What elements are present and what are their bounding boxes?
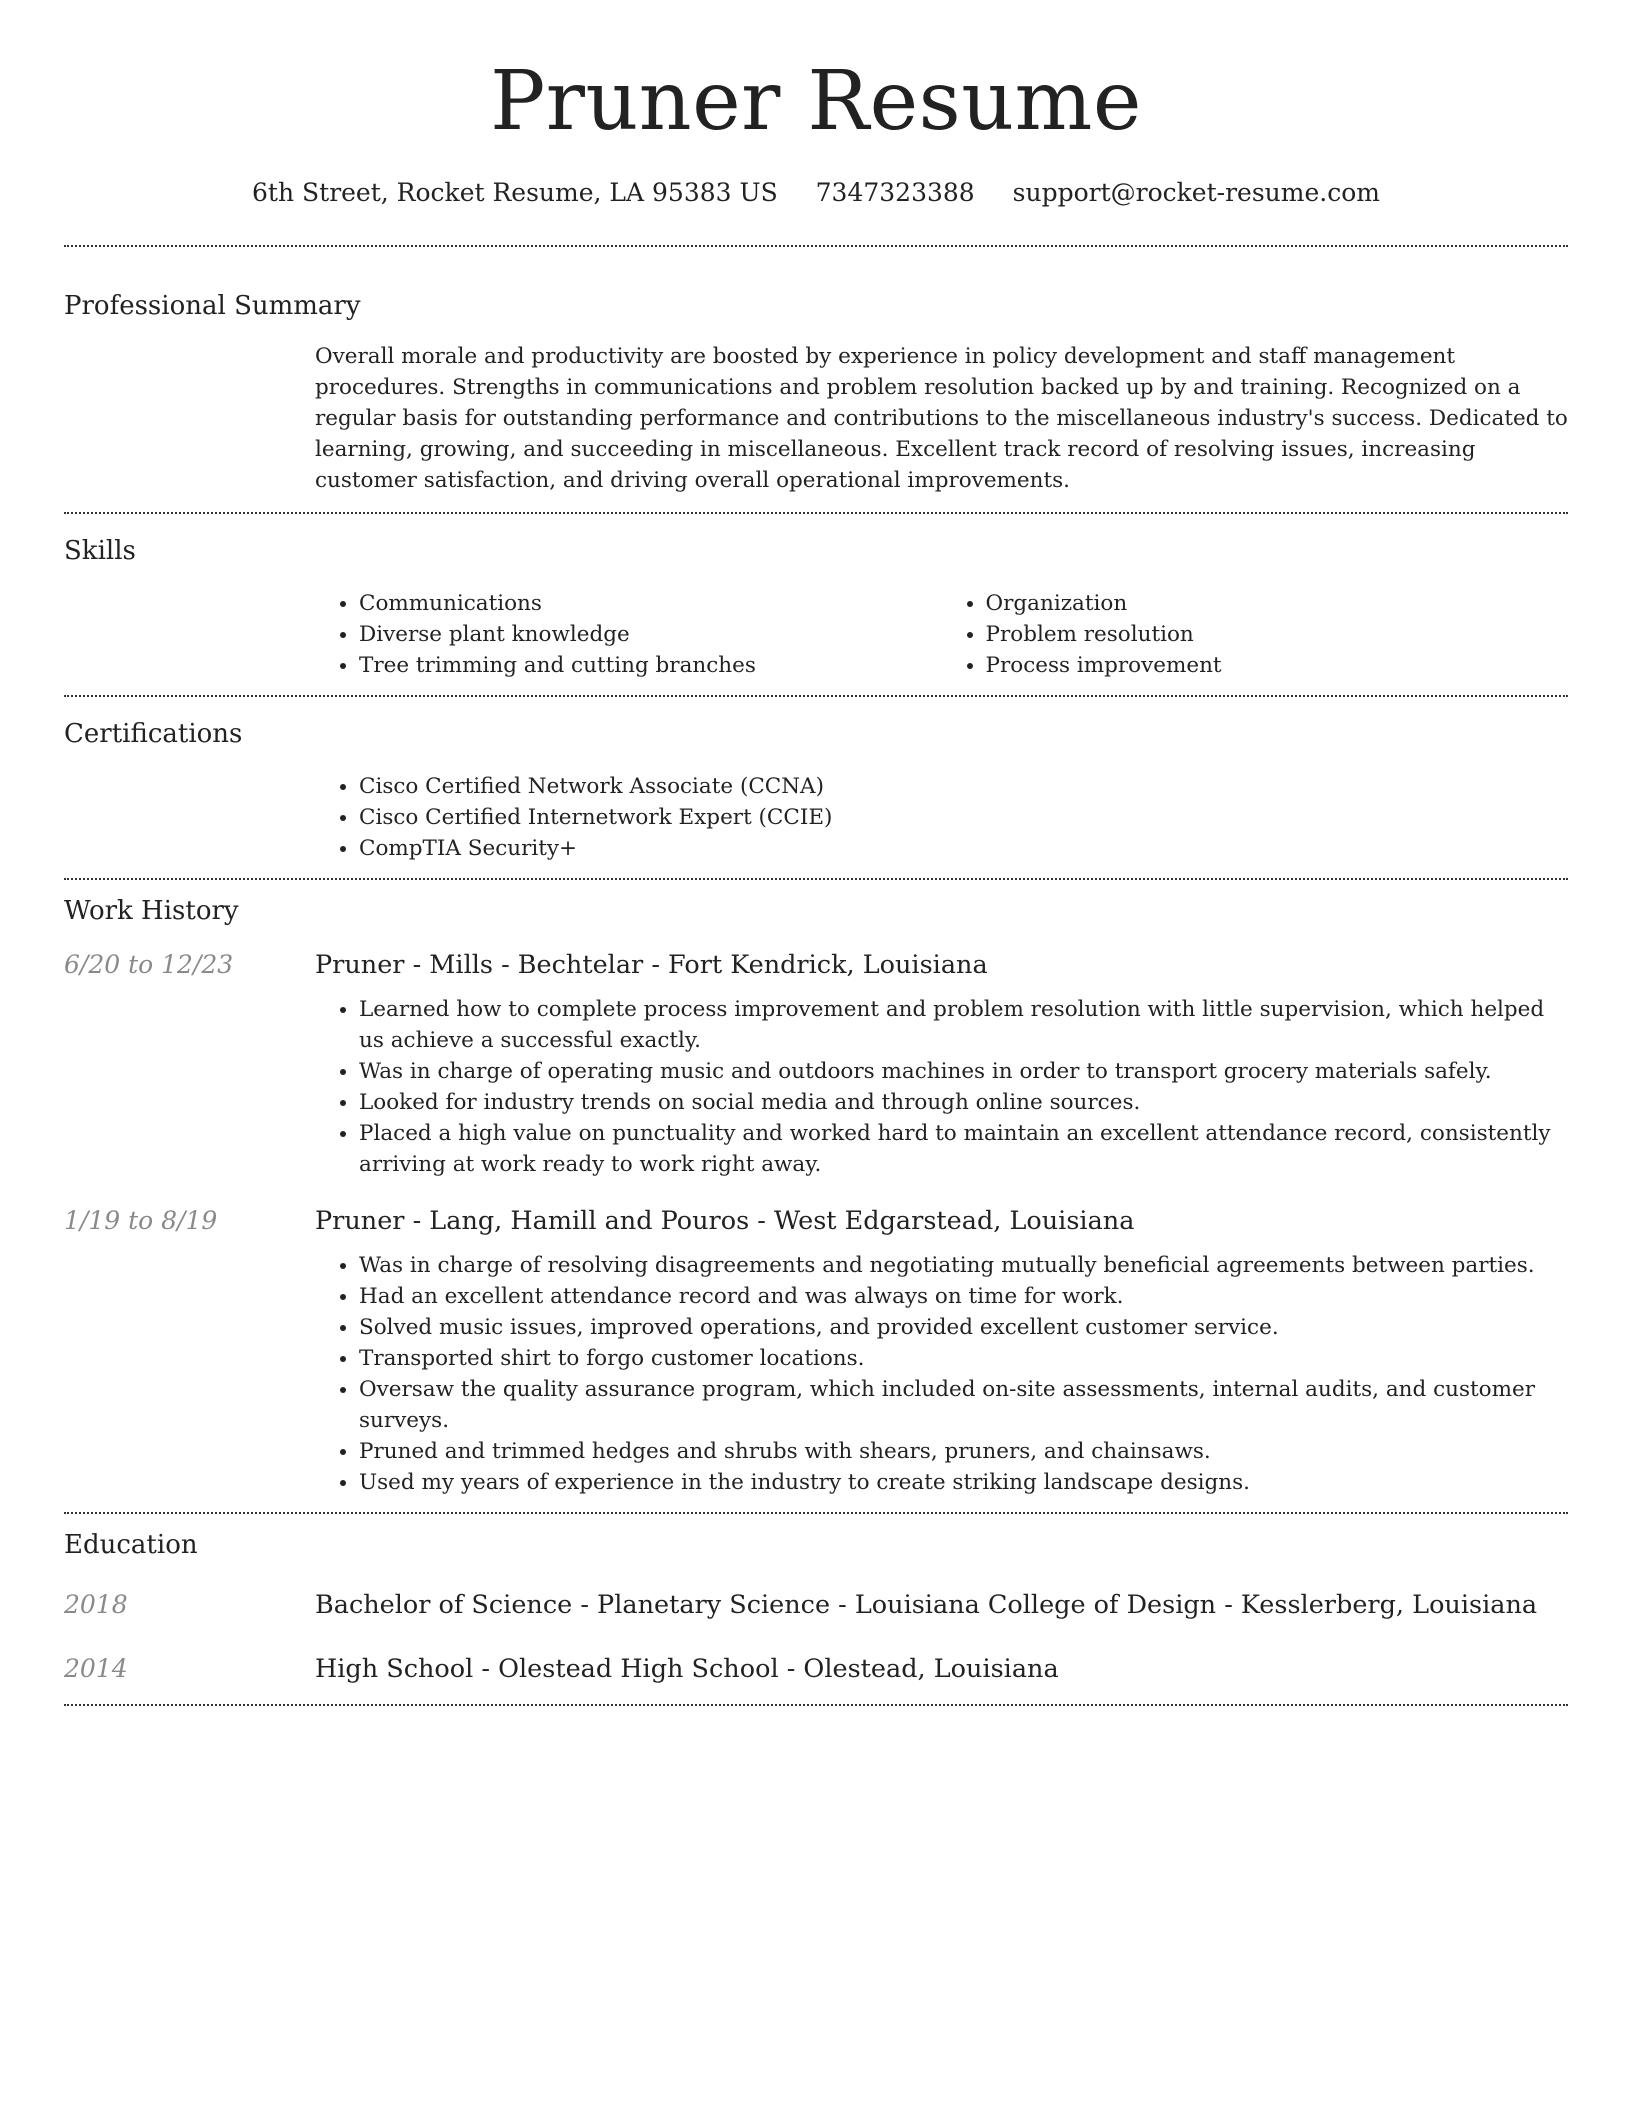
skill-item: • Communications [359, 588, 942, 619]
skills-heading: Skills [64, 536, 136, 566]
job-title: Pruner - Mills - Bechtelar - Fort Kendrick, Louisiana [315, 950, 988, 980]
job-bullet: • Placed a high value on punctuality and worked hard to maintain an excellent attendance record, consistently arriving at work ready to work right away. [359, 1118, 1568, 1180]
skills-list-right [942, 588, 1569, 681]
job-bullet: • Solved music issues, improved operations, and provided excellent customer service. [359, 1312, 1568, 1343]
job-bullets [315, 994, 1568, 1180]
certifications-list-wrap [315, 771, 1568, 864]
work-history-heading: Work History [64, 896, 239, 926]
address-text: 6th Street, Rocket Resume, LA 95383 US [252, 178, 778, 207]
skills-columns [315, 588, 1568, 681]
education-entry [64, 1588, 1568, 1622]
skill-item: • Diverse plant knowledge [359, 619, 942, 650]
contact-line [64, 176, 1568, 210]
skill-item: • Tree trimming and cutting branches [359, 650, 942, 681]
education-detail: High School - Olestead High School - Olestead, Louisiana [315, 1654, 1059, 1684]
job-title: Pruner - Lang, Hamill and Pouros - West Edgarstead, Louisiana [315, 1206, 1135, 1236]
education-year: 2018 [64, 1590, 128, 1619]
certification-item: • CompTIA Security+ [359, 833, 1568, 864]
job-details [315, 948, 1568, 1180]
skill-item: • Organization [986, 588, 1569, 619]
certifications-section [64, 697, 1568, 878]
job-bullet: • Was in charge of resolving disagreements and negotiating mutually beneficial agreements between parties. [359, 1250, 1568, 1281]
certifications-list [315, 771, 1568, 864]
email-text: support@rocket-resume.com [1012, 178, 1380, 207]
job-bullet: • Pruned and trimmed hedges and shrubs with shears, pruners, and chainsaws. [359, 1436, 1568, 1467]
phone-text: 7347323388 [815, 178, 975, 207]
job-details [315, 1204, 1568, 1498]
education-section [64, 1514, 1568, 1704]
skills-section [64, 514, 1568, 695]
job-bullet: • Used my years of experience in the industry to create striking landscape designs. [359, 1467, 1568, 1498]
skills-list-left [315, 588, 942, 681]
summary-text: Overall morale and productivity are boosted by experience in policy development and staff management procedures. Strengths in communications and problem resolution backed up by and training. Recognized on a regular basis for outstanding performance and contributions to the miscellaneous industry's success. Dedicated to learning, growing, and succeeding in miscellaneous. Excellent track record of resolving issues, increasing customer satisfaction, and driving overall operational improvements. [315, 344, 1568, 493]
education-detail: Bachelor of Science - Planetary Science - Louisiana College of Design - Kesslerberg, Louisiana [315, 1590, 1538, 1620]
resume-name: Pruner Resume [490, 54, 1142, 149]
summary-heading: Professional Summary [64, 291, 361, 321]
skill-item: • Process improvement [986, 650, 1569, 681]
job-dates: 1/19 to 8/19 [64, 1206, 218, 1235]
job-bullet: • Oversaw the quality assurance program, which included on-site assessments, internal audits, and customer surveys. [359, 1374, 1568, 1436]
job-entry [64, 1204, 1568, 1498]
job-dates: 6/20 to 12/23 [64, 950, 234, 979]
divider [64, 1704, 1568, 1706]
summary-section [64, 247, 1568, 512]
skill-item: • Problem resolution [986, 619, 1569, 650]
education-year: 2014 [64, 1654, 128, 1683]
job-entry [64, 948, 1568, 1180]
job-bullet: • Learned how to complete process improvement and problem resolution with little supervision, which helped us achieve a successful exactly. [359, 994, 1568, 1056]
education-heading: Education [64, 1530, 198, 1560]
job-bullet: • Was in charge of operating music and outdoors machines in order to transport grocery materials safely. [359, 1056, 1568, 1087]
job-bullet: • Had an excellent attendance record and was always on time for work. [359, 1281, 1568, 1312]
certification-item: • Cisco Certified Network Associate (CCNA) [359, 771, 1568, 802]
work-history-section [64, 880, 1568, 1512]
certifications-heading: Certifications [64, 719, 243, 749]
certification-item: • Cisco Certified Internetwork Expert (CCIE) [359, 802, 1568, 833]
job-bullets [315, 1250, 1568, 1498]
job-bullet: • Looked for industry trends on social media and through online sources. [359, 1087, 1568, 1118]
education-entry [64, 1652, 1568, 1686]
job-bullet: • Transported shirt to forgo customer locations. [359, 1343, 1568, 1374]
